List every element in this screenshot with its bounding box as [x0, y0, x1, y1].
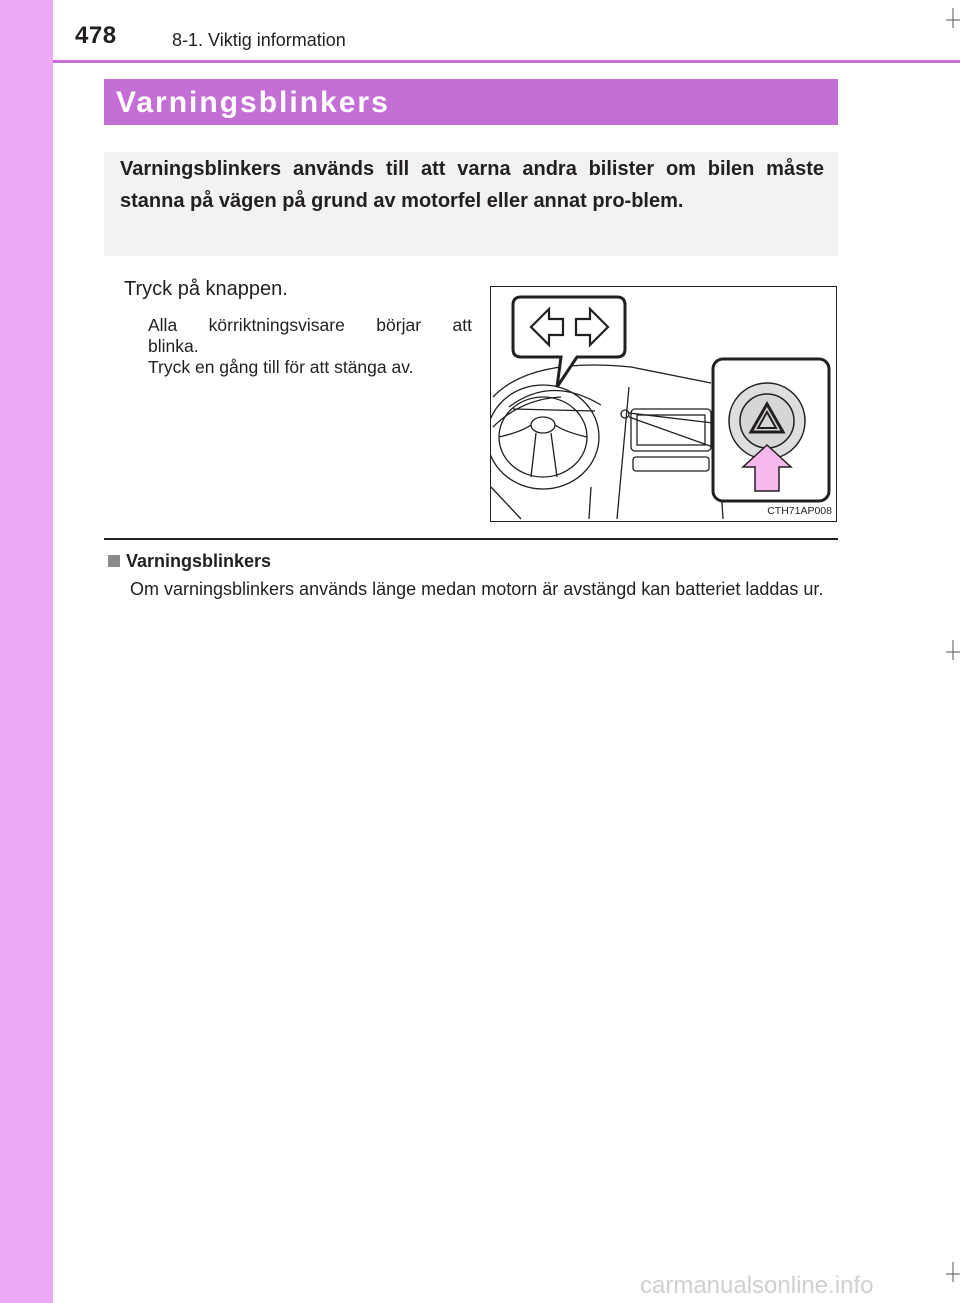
crop-mark-icon: [946, 640, 960, 660]
step-desc-line: Alla körriktningsvisare börjar att: [148, 315, 472, 335]
hazard-switch-figure: [490, 286, 837, 522]
figure-code: CTH71AP008: [767, 505, 832, 517]
dashboard-illustration: [491, 287, 837, 522]
watermark: carmanualsonline.info: [640, 1272, 874, 1299]
section-label: 8-1. Viktig information: [172, 30, 346, 50]
header-divider: [53, 60, 960, 63]
side-tab: [0, 0, 53, 1303]
title-banner: [104, 79, 838, 125]
step-desc-line: blinka.: [148, 336, 199, 356]
square-bullet-icon: [108, 555, 120, 567]
step-heading: Tryck på knappen.: [124, 278, 288, 300]
page-title: Varningsblinkers: [116, 86, 390, 119]
step-description: [148, 315, 472, 378]
note-heading-text: Varningsblinkers: [126, 551, 272, 571]
step-desc-line: Tryck en gång till för att stänga av.: [148, 357, 414, 377]
intro-box: [104, 152, 838, 256]
note-body: Om varningsblinkers används länge medan motorn är avstängd kan batteriet laddas ur.: [130, 579, 824, 599]
crop-mark-icon: [946, 1262, 960, 1282]
hazard-button-callout: [713, 359, 829, 501]
intro-text: Varningsblinkers används till att varna andra bilister om bilen måste stanna på vägen på grund av motorfel eller annat pro-blem.: [120, 158, 824, 212]
section-divider: [104, 538, 838, 540]
crop-mark-icon: [946, 8, 960, 28]
note-heading: [108, 551, 271, 572]
page-number: 478: [75, 22, 117, 49]
